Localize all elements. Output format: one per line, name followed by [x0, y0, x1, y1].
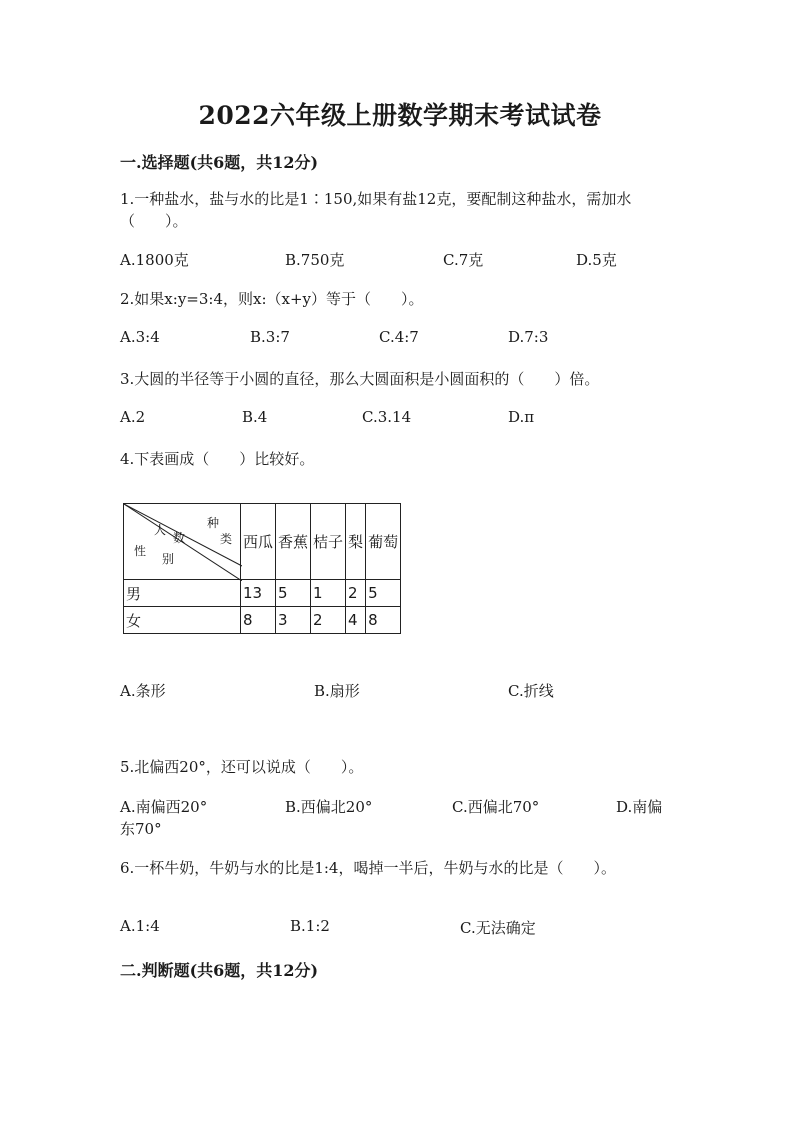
table-cell: 13 — [241, 580, 276, 607]
question-2-option-d: D.7:3 — [508, 328, 549, 346]
table-cell: 3 — [276, 607, 311, 634]
row-label-male: 男 — [124, 580, 241, 607]
page-title: 2022六年级上册数学期末考试试卷 — [198, 101, 602, 130]
column-header-watermelon: 西瓜 — [241, 504, 276, 580]
diag-label-zhong: 种 — [207, 516, 220, 530]
question-2-option-a: A.3:4 — [120, 328, 160, 346]
question-5-option-d: D.南偏 — [616, 798, 663, 816]
question-5-option-d-continued: 东70° — [120, 820, 162, 838]
question-6-text: 6.一杯牛奶，牛奶与水的比是1:4，喝掉一半后，牛奶与水的比是（ ）。 — [120, 859, 616, 877]
question-1-option-d: D.5克 — [576, 251, 617, 269]
question-2-option-b: B.3:7 — [250, 328, 290, 346]
question-1-text-continued: （ ）。 — [120, 212, 188, 230]
diag-label-xing: 性 — [134, 544, 147, 558]
column-header-pear: 梨 — [346, 504, 366, 580]
question-1-option-b: B.750克 — [285, 251, 345, 269]
section-heading-true-false: 二.判断题(共6题，共12分) — [120, 961, 319, 980]
table-cell: 4 — [346, 607, 366, 634]
diag-label-bie: 别 — [162, 552, 175, 566]
table-cell: 5 — [366, 580, 401, 607]
table-cell: 1 — [311, 580, 346, 607]
question-4-option-c: C.折线 — [508, 682, 554, 700]
column-header-orange: 桔子 — [311, 504, 346, 580]
question-3-option-a: A.2 — [120, 408, 146, 426]
question-2-text: 2.如果x:y=3:4，则x:（x+y）等于（ ）。 — [120, 290, 424, 308]
question-3-option-b: B.4 — [242, 408, 268, 426]
question-5-option-a: A.南偏西20° — [120, 798, 208, 816]
fruit-preference-table — [123, 503, 401, 634]
table-cell: 5 — [276, 580, 311, 607]
question-6-option-a: A.1:4 — [120, 917, 160, 935]
table-cell: 8 — [241, 607, 276, 634]
question-1-option-a: A.1800克 — [120, 251, 189, 269]
question-3-option-c: C.3.14 — [362, 408, 412, 426]
column-header-banana: 香蕉 — [276, 504, 311, 580]
question-4-option-b: B.扇形 — [314, 682, 360, 700]
column-header-grape: 葡萄 — [366, 504, 401, 580]
section-heading-choice: 一.选择题(共6题，共12分) — [120, 153, 319, 172]
question-5-option-c: C.西偏北70° — [452, 798, 540, 816]
diag-label-shu: 数 — [173, 531, 186, 545]
question-5-text: 5.北偏西20°，还可以说成（ ）。 — [120, 758, 364, 776]
table-cell: 2 — [311, 607, 346, 634]
question-1-option-c: C.7克 — [443, 251, 484, 269]
question-3-option-d: D.π — [508, 408, 535, 426]
question-6-option-b: B.1:2 — [290, 917, 330, 935]
table-cell: 2 — [346, 580, 366, 607]
question-6-option-c: C.无法确定 — [460, 919, 536, 937]
table-cell: 8 — [366, 607, 401, 634]
question-3-text: 3.大圆的半径等于小圆的直径，那么大圆面积是小圆面积的（ ）倍。 — [120, 370, 600, 388]
diag-label-lei: 类 — [220, 532, 233, 546]
question-1-text: 1.一种盐水，盐与水的比是1∶150,如果有盐12克，要配制这种盐水，需加水 — [120, 190, 632, 208]
table-diagonal-header — [124, 504, 241, 580]
diag-label-ren: 人 — [154, 523, 167, 537]
question-5-option-b: B.西偏北20° — [285, 798, 373, 816]
question-4-option-a: A.条形 — [120, 682, 166, 700]
question-4-text: 4.下表画成（ ）比较好。 — [120, 450, 315, 468]
table-row — [124, 580, 401, 607]
row-label-female: 女 — [124, 607, 241, 634]
table-row — [124, 607, 401, 634]
question-2-option-c: C.4:7 — [379, 328, 419, 346]
